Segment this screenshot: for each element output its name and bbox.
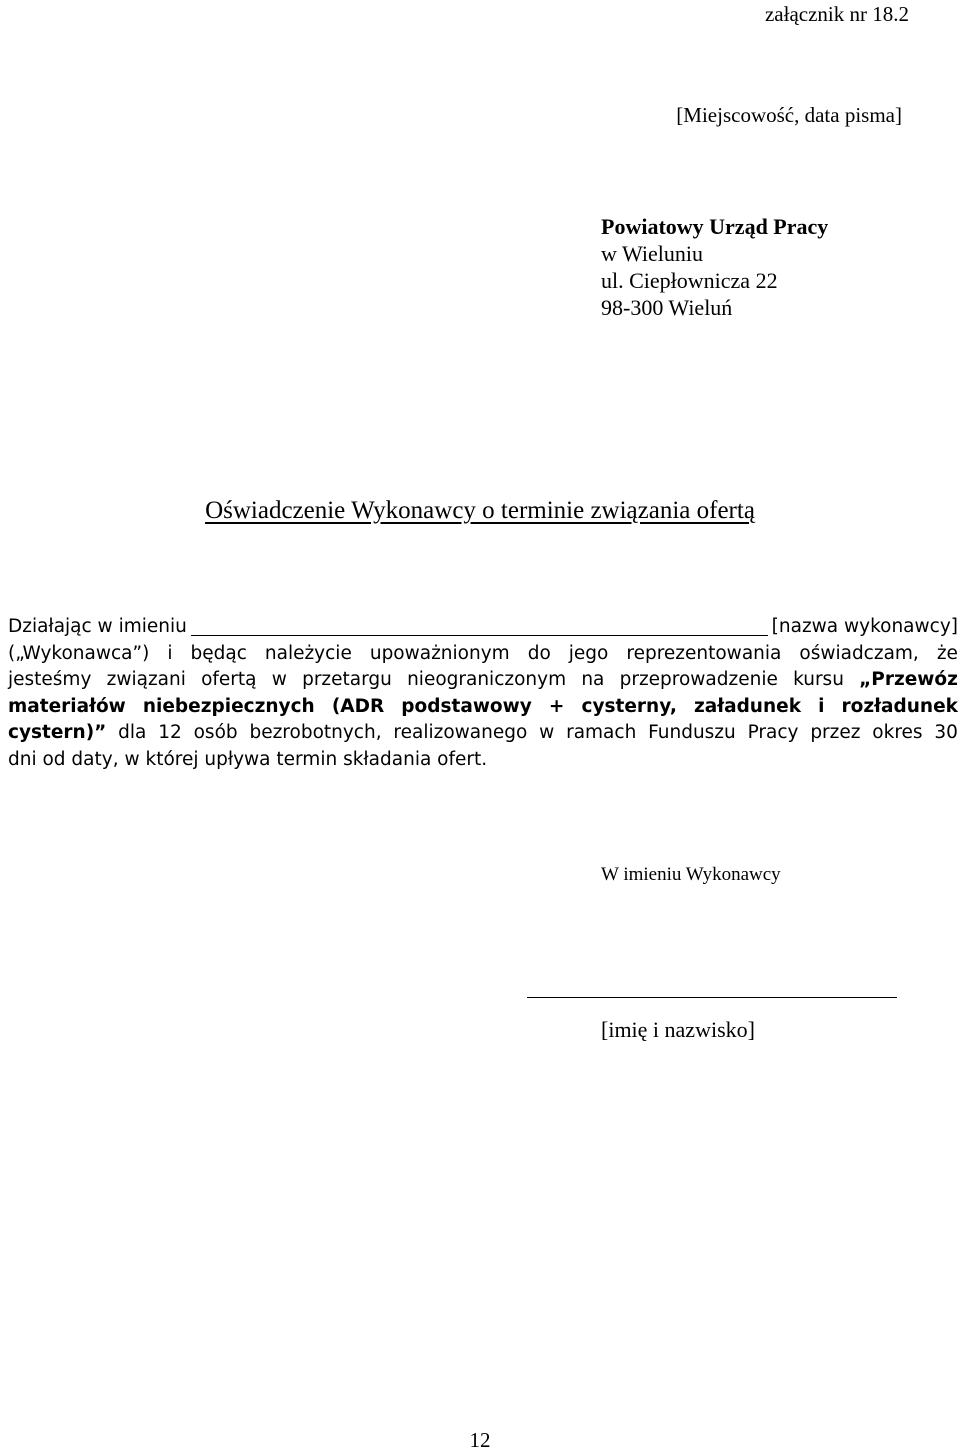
signature-label: W imieniu Wykonawcy (601, 864, 781, 885)
word: realizowanego (393, 722, 528, 743)
word: i (167, 642, 173, 664)
word: oświadczam, (799, 642, 919, 664)
word: będąc (190, 642, 247, 664)
word: rozładunek (841, 695, 958, 717)
word: że (936, 642, 958, 664)
addressee-line-4: 98-300 Wieluń (601, 295, 733, 320)
word: osób (193, 722, 238, 743)
body-line-2 (8, 641, 958, 668)
body-line-5 (8, 720, 958, 747)
word: przeprowadzenie (619, 669, 778, 690)
addressee-line-3: ul. Ciepłownicza 22 (601, 268, 778, 293)
word: materiałów (8, 695, 126, 717)
attachment-label: załącznik nr 18.2 (764, 2, 909, 26)
word: reprezentowania (626, 642, 782, 664)
word: nieograniczonym (407, 669, 567, 690)
contractor-name-fill-line (191, 635, 768, 636)
word: okres (872, 722, 923, 743)
word: (ADR (331, 695, 385, 717)
word: ofertą (201, 669, 257, 690)
acting-on-behalf-text: Działając w imieniu (8, 616, 187, 637)
word: związani (106, 669, 186, 690)
signature-name-placeholder: [imię i nazwisko] (601, 1017, 755, 1042)
word: + (548, 695, 565, 717)
addressee-line-1: Powiatowy Urząd Pracy (601, 214, 829, 239)
word: upoważnionym (369, 642, 510, 664)
word: ramach (566, 722, 637, 743)
signature-line (527, 997, 897, 998)
document-title: Oświadczenie Wykonawcy o terminie związania ofertą (205, 497, 755, 524)
course-name-start: „Przewóz (859, 669, 958, 690)
word: w (271, 669, 287, 690)
body-line-3 (8, 667, 958, 694)
word: załadunek (693, 695, 802, 717)
word: jesteśmy (8, 669, 92, 690)
body-line-1 (8, 614, 958, 641)
word: cysterny, (581, 695, 677, 717)
course-name-end: cystern)” (8, 722, 107, 743)
word: jego (568, 642, 609, 664)
statement-body (8, 614, 958, 773)
word: i (818, 695, 825, 717)
word: („Wykonawca”) (8, 642, 150, 664)
word: podstawowy (401, 695, 532, 717)
word: do (527, 642, 551, 664)
word: niebezpiecznych (142, 695, 315, 717)
word: przez (810, 722, 861, 743)
word: należycie (264, 642, 352, 664)
word: w (539, 722, 555, 743)
word: Pracy (747, 722, 799, 743)
word: 12 (158, 722, 182, 743)
page-number: 12 (469, 1428, 491, 1452)
closing-text: dni od daty, w której upływa termin składania ofert. (8, 748, 488, 770)
word: na (581, 669, 605, 690)
contractor-name-placeholder: [nazwa wykonawcy] (771, 616, 958, 637)
place-date-placeholder: [Miejscowość, data pisma] (676, 103, 902, 127)
word: dla (118, 722, 147, 743)
addressee-block (601, 213, 828, 321)
addressee-line-2: w Wieluniu (601, 241, 703, 266)
body-line-6 (8, 747, 958, 774)
word: 30 (934, 722, 958, 743)
word: bezrobotnych, (249, 722, 382, 743)
word: kursu (793, 669, 844, 690)
word: przetargu (302, 669, 392, 690)
word: Funduszu (648, 722, 736, 743)
body-line-4 (8, 694, 958, 721)
